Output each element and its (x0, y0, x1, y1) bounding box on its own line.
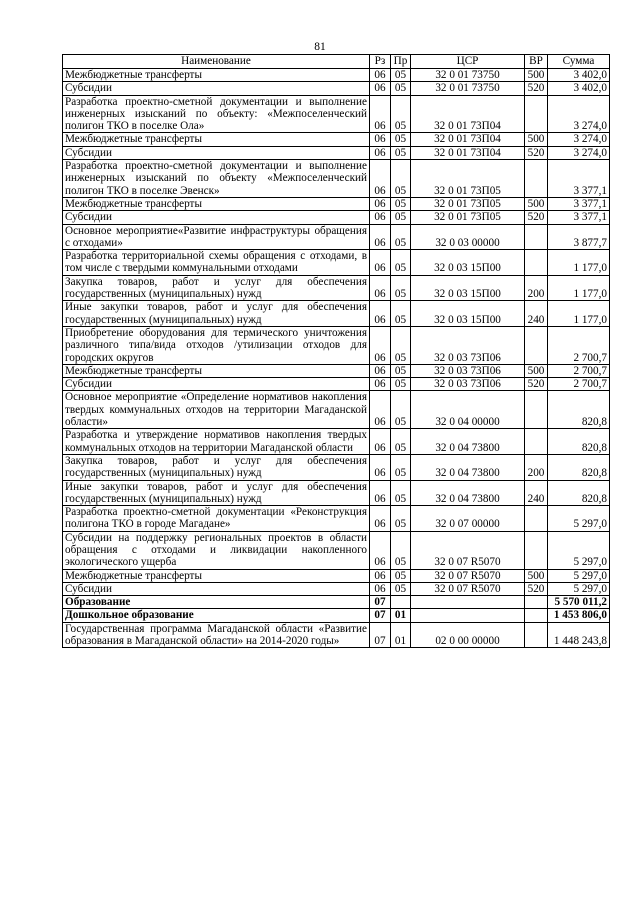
table-row (63, 95, 610, 133)
cell-csr: 32 0 07 00000 (411, 506, 525, 532)
cell-vr (525, 391, 548, 429)
cell-sum: 3 402,0 (548, 69, 610, 82)
table-row (63, 146, 610, 159)
cell-rz: 06 (370, 275, 391, 301)
cell-sum: 820,8 (548, 454, 610, 480)
cell-pr: 05 (391, 133, 411, 146)
cell-sum: 3 274,0 (548, 146, 610, 159)
cell-name: Разработка проектно-сметной документации «Реконструкция полигона ТКО в городе Магадане» (63, 506, 370, 532)
cell-rz: 06 (370, 582, 391, 595)
cell-sum: 2 700,7 (548, 326, 610, 364)
cell-sum: 3 274,0 (548, 133, 610, 146)
cell-sum: 1 177,0 (548, 275, 610, 301)
cell-csr: 32 0 03 15П00 (411, 301, 525, 327)
cell-vr (525, 506, 548, 532)
cell-pr: 05 (391, 146, 411, 159)
cell-sum: 2 700,7 (548, 378, 610, 391)
column-header-rz: Рз (370, 55, 391, 69)
cell-csr: 32 0 01 73П05 (411, 160, 525, 198)
table-header-row (63, 55, 610, 69)
cell-vr (525, 326, 548, 364)
cell-csr: 32 0 01 73750 (411, 69, 525, 82)
cell-sum: 5 297,0 (548, 531, 610, 569)
cell-pr: 05 (391, 531, 411, 569)
cell-sum: 820,8 (548, 391, 610, 429)
cell-sum: 820,8 (548, 429, 610, 455)
cell-name: Основное мероприятие «Определение нормативов накопления твердых коммунальных отходов на территории Магаданской области» (63, 391, 370, 429)
cell-name: Иные закупки товаров, работ и услуг для обеспечения государственных (муниципальных) нужд (63, 480, 370, 506)
table-row (63, 582, 610, 595)
cell-pr: 01 (391, 609, 411, 622)
cell-sum: 3 274,0 (548, 95, 610, 133)
cell-name: Межбюджетные трансферты (63, 364, 370, 377)
table-row (63, 224, 610, 250)
page-number: 81 (314, 41, 326, 53)
table-row (63, 69, 610, 82)
cell-name: Образование (63, 596, 370, 609)
table-row (63, 506, 610, 532)
cell-pr: 01 (391, 622, 411, 648)
cell-csr: 32 0 01 73П05 (411, 197, 525, 210)
cell-sum: 3 377,1 (548, 211, 610, 224)
cell-rz: 07 (370, 622, 391, 648)
cell-pr: 05 (391, 429, 411, 455)
cell-csr: 32 0 03 00000 (411, 224, 525, 250)
cell-vr: 520 (525, 82, 548, 95)
cell-sum: 5 297,0 (548, 506, 610, 532)
cell-pr: 05 (391, 454, 411, 480)
cell-pr: 05 (391, 326, 411, 364)
cell-name: Субсидии (63, 146, 370, 159)
cell-name: Межбюджетные трансферты (63, 133, 370, 146)
cell-rz: 06 (370, 133, 391, 146)
cell-vr: 520 (525, 211, 548, 224)
cell-sum: 1 448 243,8 (548, 622, 610, 648)
cell-pr (391, 596, 411, 609)
cell-pr: 05 (391, 364, 411, 377)
cell-rz: 07 (370, 609, 391, 622)
table-row (63, 429, 610, 455)
cell-vr: 240 (525, 301, 548, 327)
cell-csr: 32 0 04 73800 (411, 429, 525, 455)
cell-rz: 06 (370, 480, 391, 506)
cell-vr (525, 622, 548, 648)
cell-name: Разработка и утверждение нормативов накопления твердых коммунальных отходов на территории Магаданской области (63, 429, 370, 455)
cell-vr: 500 (525, 364, 548, 377)
cell-sum: 5 297,0 (548, 582, 610, 595)
cell-rz: 06 (370, 160, 391, 198)
cell-pr: 05 (391, 197, 411, 210)
cell-rz: 07 (370, 596, 391, 609)
cell-csr: 32 0 07 R5070 (411, 569, 525, 582)
cell-csr: 32 0 07 R5070 (411, 582, 525, 595)
cell-rz: 06 (370, 69, 391, 82)
cell-vr: 520 (525, 582, 548, 595)
cell-pr: 05 (391, 480, 411, 506)
cell-rz: 06 (370, 146, 391, 159)
cell-csr: 32 0 03 73П06 (411, 326, 525, 364)
cell-rz: 06 (370, 224, 391, 250)
table-body (63, 69, 610, 648)
cell-csr: 32 0 01 73П04 (411, 133, 525, 146)
cell-rz: 06 (370, 197, 391, 210)
column-header-sum: Сумма (548, 55, 610, 69)
cell-name: Разработка проектно-сметной документации и выполнение инженерных изысканий по объекту: «Межпоселенческий полигон ТКО в поселке Ола» (63, 95, 370, 133)
cell-name: Разработка проектно-сметной документации и выполнение инженерных изысканий по объекту «Межпоселенческий полигон ТКО в поселке Эвенск» (63, 160, 370, 198)
cell-rz: 06 (370, 364, 391, 377)
cell-name: Закупка товаров, работ и услуг для обеспечения государственных (муниципальных) нужд (63, 454, 370, 480)
cell-name: Межбюджетные трансферты (63, 197, 370, 210)
cell-sum: 1 453 806,0 (548, 609, 610, 622)
cell-csr: 32 0 01 73П04 (411, 95, 525, 133)
cell-pr: 05 (391, 224, 411, 250)
cell-csr: 02 0 00 00000 (411, 622, 525, 648)
table-row (63, 250, 610, 276)
cell-rz: 06 (370, 250, 391, 276)
cell-pr: 05 (391, 82, 411, 95)
cell-rz: 06 (370, 454, 391, 480)
cell-csr: 32 0 03 73П06 (411, 378, 525, 391)
cell-vr: 500 (525, 569, 548, 582)
cell-pr: 05 (391, 69, 411, 82)
cell-name: Государственная программа Магаданской области «Развитие образования в Магаданской области» на 2014-2020 годы» (63, 622, 370, 648)
cell-vr (525, 95, 548, 133)
table-row (63, 609, 610, 622)
cell-rz: 06 (370, 326, 391, 364)
cell-csr: 32 0 03 73П06 (411, 364, 525, 377)
table-row (63, 454, 610, 480)
table-row (63, 275, 610, 301)
cell-sum: 3 402,0 (548, 82, 610, 95)
cell-sum: 2 700,7 (548, 364, 610, 377)
cell-name: Закупка товаров, работ и услуг для обеспечения государственных (муниципальных) нужд (63, 275, 370, 301)
cell-rz: 06 (370, 391, 391, 429)
cell-csr: 32 0 03 15П00 (411, 250, 525, 276)
cell-name: Приобретение оборудования для термического уничтожения различного типа/вида отходов /утилизации отходов для городских округов (63, 326, 370, 364)
cell-pr: 05 (391, 95, 411, 133)
cell-name: Субсидии (63, 378, 370, 391)
cell-pr: 05 (391, 378, 411, 391)
table-row (63, 596, 610, 609)
cell-vr: 520 (525, 378, 548, 391)
table-row (63, 531, 610, 569)
cell-pr: 05 (391, 301, 411, 327)
table-row (63, 211, 610, 224)
cell-name: Субсидии на поддержку региональных проектов в области обращения с отходами и ликвидации накопленного экологического ущерба (63, 531, 370, 569)
table-row (63, 391, 610, 429)
cell-sum: 3 377,1 (548, 160, 610, 198)
cell-rz: 06 (370, 506, 391, 532)
cell-vr (525, 160, 548, 198)
column-header-csr: ЦСР (411, 55, 525, 69)
cell-vr (525, 250, 548, 276)
cell-rz: 06 (370, 531, 391, 569)
cell-pr: 05 (391, 250, 411, 276)
cell-csr: 32 0 01 73П04 (411, 146, 525, 159)
cell-vr: 520 (525, 146, 548, 159)
cell-sum: 1 177,0 (548, 301, 610, 327)
table-row (63, 622, 610, 648)
table-row (63, 197, 610, 210)
cell-sum: 3 877,7 (548, 224, 610, 250)
cell-csr: 32 0 01 73П05 (411, 211, 525, 224)
cell-sum: 5 297,0 (548, 569, 610, 582)
table-row (63, 364, 610, 377)
cell-vr: 200 (525, 454, 548, 480)
cell-csr (411, 609, 525, 622)
cell-vr (525, 429, 548, 455)
cell-csr: 32 0 04 73800 (411, 454, 525, 480)
cell-csr: 32 0 03 15П00 (411, 275, 525, 301)
cell-rz: 06 (370, 378, 391, 391)
cell-vr: 500 (525, 133, 548, 146)
cell-name: Основное мероприятие«Развитие инфраструктуры обращения с отходами» (63, 224, 370, 250)
cell-rz: 06 (370, 301, 391, 327)
cell-name: Дошкольное образование (63, 609, 370, 622)
cell-vr: 500 (525, 69, 548, 82)
cell-sum: 1 177,0 (548, 250, 610, 276)
cell-name: Межбюджетные трансферты (63, 569, 370, 582)
cell-pr: 05 (391, 506, 411, 532)
cell-csr: 32 0 07 R5070 (411, 531, 525, 569)
cell-csr: 32 0 01 73750 (411, 82, 525, 95)
budget-table (62, 54, 610, 648)
cell-name: Субсидии (63, 582, 370, 595)
table-row (63, 480, 610, 506)
cell-csr: 32 0 04 00000 (411, 391, 525, 429)
cell-vr: 500 (525, 197, 548, 210)
cell-vr (525, 531, 548, 569)
cell-pr: 05 (391, 391, 411, 429)
cell-pr: 05 (391, 569, 411, 582)
cell-vr (525, 596, 548, 609)
cell-pr: 05 (391, 275, 411, 301)
table-row (63, 160, 610, 198)
table-row (63, 326, 610, 364)
cell-csr: 32 0 04 73800 (411, 480, 525, 506)
cell-pr: 05 (391, 160, 411, 198)
cell-rz: 06 (370, 82, 391, 95)
cell-vr (525, 224, 548, 250)
cell-name: Субсидии (63, 82, 370, 95)
cell-csr (411, 596, 525, 609)
table-row (63, 133, 610, 146)
table-row (63, 569, 610, 582)
column-header-vr: ВР (525, 55, 548, 69)
cell-sum: 3 377,1 (548, 197, 610, 210)
cell-rz: 06 (370, 95, 391, 133)
cell-sum: 820,8 (548, 480, 610, 506)
cell-vr: 240 (525, 480, 548, 506)
cell-vr (525, 609, 548, 622)
cell-rz: 06 (370, 569, 391, 582)
cell-rz: 06 (370, 211, 391, 224)
table-row (63, 378, 610, 391)
table-row (63, 82, 610, 95)
cell-name: Межбюджетные трансферты (63, 69, 370, 82)
cell-rz: 06 (370, 429, 391, 455)
cell-sum: 5 570 011,2 (548, 596, 610, 609)
cell-name: Субсидии (63, 211, 370, 224)
cell-pr: 05 (391, 582, 411, 595)
cell-pr: 05 (391, 211, 411, 224)
column-header-pr: Пр (391, 55, 411, 69)
column-header-name: Наименование (63, 55, 370, 69)
cell-name: Разработка территориальной схемы обращения с отходами, в том числе с твердыми коммунальными отходами (63, 250, 370, 276)
cell-vr: 200 (525, 275, 548, 301)
table-row (63, 301, 610, 327)
cell-name: Иные закупки товаров, работ и услуг для обеспечения государственных (муниципальных) нужд (63, 301, 370, 327)
